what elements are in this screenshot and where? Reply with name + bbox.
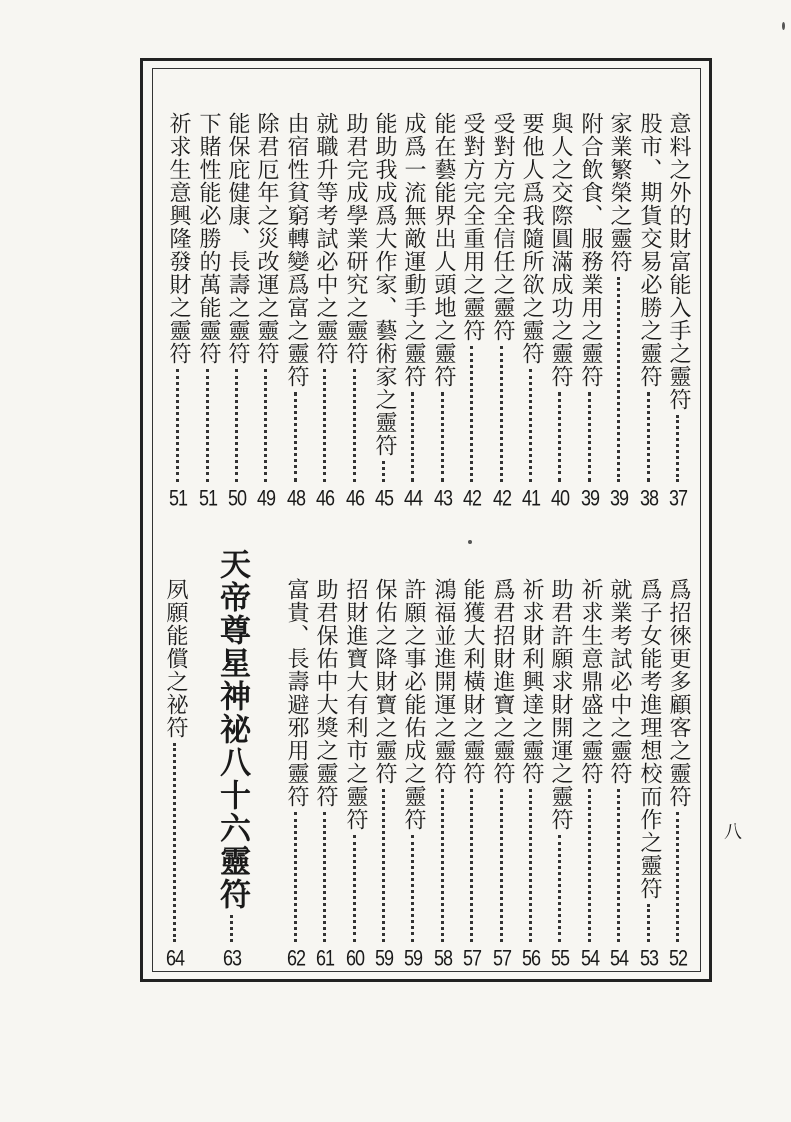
leader-dots xyxy=(500,346,526,482)
leader-dots xyxy=(230,915,256,942)
entry-title: 保佑之降財寶之靈符 xyxy=(372,578,397,785)
entry-page-number: 57 xyxy=(462,945,482,971)
leader-dots xyxy=(441,789,467,942)
entry-title: 爲君招財進寶之靈符 xyxy=(490,578,515,785)
entry-page-number: 64 xyxy=(165,945,185,971)
entry-page-number: 39 xyxy=(580,485,600,511)
leader-dots xyxy=(500,789,526,942)
entry-title: 許願之事必能佑成之靈符 xyxy=(401,578,426,831)
entry-title: 附合飲食、服務業用之靈符 xyxy=(578,112,603,388)
leader-dots xyxy=(411,392,437,482)
leader-dots xyxy=(441,392,467,482)
entry-title: 能在藝能界出人頭地之靈符 xyxy=(431,112,456,388)
entry-title: 與人之交際圓滿成功之靈符 xyxy=(548,112,573,388)
entry-title: 除君厄年之災改運之靈符 xyxy=(254,112,279,365)
leader-dots xyxy=(588,789,614,942)
leader-dots xyxy=(529,789,555,942)
entry-title: 招財進寶大有利市之靈符 xyxy=(343,578,368,831)
section-title: 天帝尊星神祕八十六靈符 xyxy=(214,548,250,911)
entry-title: 下賭性能必勝的萬能靈符 xyxy=(196,112,221,365)
entry-title: 受對方完全重用之靈符 xyxy=(460,112,485,342)
entry-title: 助君保佑中大獎之靈符 xyxy=(313,578,338,808)
leader-dots xyxy=(176,369,202,482)
entry-title: 祈求生意鼎盛之靈符 xyxy=(578,578,603,785)
leader-dots xyxy=(470,346,496,482)
entry-title: 股市、期貨交易必勝之靈符 xyxy=(637,112,662,388)
entry-page-number: 51 xyxy=(198,485,218,511)
entry-title: 能獲大利橫財之靈符 xyxy=(460,578,485,785)
entry-page-number: 52 xyxy=(668,945,688,971)
entry-page-number: 49 xyxy=(256,485,276,511)
entry-title: 受對方完全信任之靈符 xyxy=(490,112,515,342)
entry-page-number: 54 xyxy=(580,945,600,971)
entry-title: 要他人爲我隨所欲之靈符 xyxy=(519,112,544,365)
entry-page-number: 54 xyxy=(609,945,629,971)
entry-title: 富貴、長壽避邪用靈符 xyxy=(284,578,309,808)
entry-page-number: 59 xyxy=(403,945,423,971)
leader-dots xyxy=(323,812,349,942)
entry-title: 助君許願求財開運之靈符 xyxy=(548,578,573,831)
leader-dots xyxy=(173,743,199,942)
leader-dots xyxy=(588,392,614,482)
entry-title: 祈求生意興隆發財之靈符 xyxy=(166,112,191,365)
entry-page-number: 39 xyxy=(609,485,629,511)
entry-title: 家業繁榮之靈符 xyxy=(607,112,632,273)
entry-page-number: 56 xyxy=(521,945,541,971)
entry-page-number: 48 xyxy=(286,485,306,511)
entry-page-number: 58 xyxy=(433,945,453,971)
entry-page-number: 37 xyxy=(668,485,688,511)
leader-dots xyxy=(617,277,643,482)
page-number-mark: 八 xyxy=(721,822,742,840)
entry-title: 就業考試必中之靈符 xyxy=(607,578,632,785)
entry-title: 能保庇健康、長壽之靈符 xyxy=(225,112,250,365)
entry-title: 由宿性貧窮轉變爲富之靈符 xyxy=(284,112,309,388)
entry-page-number: 41 xyxy=(521,485,541,511)
entry-title: 爲招徠更多顧客之靈符 xyxy=(666,578,691,808)
leader-dots xyxy=(617,789,643,942)
entry-page-number: 38 xyxy=(639,485,659,511)
entry-page-number: 55 xyxy=(550,945,570,971)
entry-page-number: 62 xyxy=(286,945,306,971)
entry-title: 能助我成爲大作家、藝術家之靈符 xyxy=(372,112,397,457)
leader-dots xyxy=(647,904,673,942)
leader-dots xyxy=(206,369,232,482)
entry-page-number: 40 xyxy=(550,485,570,511)
leader-dots xyxy=(294,392,320,482)
entry-page-number: 57 xyxy=(492,945,512,971)
entry-title: 鴻福並進開運之靈符 xyxy=(431,578,456,785)
entry-page-number: 44 xyxy=(403,485,423,511)
leader-dots xyxy=(323,369,349,482)
leader-dots xyxy=(647,392,673,482)
entry-page-number: 61 xyxy=(315,945,335,971)
entry-title: 意料之外的財富能入手之靈符 xyxy=(666,112,691,411)
entry-title: 祈求財利興達之靈符 xyxy=(519,578,544,785)
entry-page-number: 53 xyxy=(639,945,659,971)
entry-page-number: 60 xyxy=(345,945,365,971)
scan-speck xyxy=(468,540,472,544)
leader-dots xyxy=(382,461,408,482)
entry-page-number: 42 xyxy=(492,485,512,511)
leader-dots xyxy=(353,369,379,482)
entry-page-number: 59 xyxy=(374,945,394,971)
leader-dots xyxy=(676,415,702,482)
leader-dots xyxy=(558,392,584,482)
entry-page-number: 45 xyxy=(374,485,394,511)
leader-dots xyxy=(264,369,290,482)
entry-title: 成爲一流無敵運動手之靈符 xyxy=(401,112,426,388)
leader-dots xyxy=(382,789,408,942)
entry-page-number: 46 xyxy=(315,485,335,511)
leader-dots xyxy=(558,835,584,942)
entry-page-number: 46 xyxy=(345,485,365,511)
leader-dots xyxy=(294,812,320,942)
leader-dots xyxy=(235,369,261,482)
leader-dots xyxy=(529,369,555,482)
entry-title: 助君完成學業研究之靈符 xyxy=(343,112,368,365)
leader-dots xyxy=(470,789,496,942)
leader-dots xyxy=(411,835,437,942)
scan-speck xyxy=(782,22,785,30)
entry-page-number: 63 xyxy=(222,945,242,971)
entry-title: 夙願能償之祕符 xyxy=(163,578,188,739)
leader-dots xyxy=(353,835,379,942)
leader-dots xyxy=(676,812,702,942)
entry-page-number: 42 xyxy=(462,485,482,511)
entry-title: 就職升等考試必中之靈符 xyxy=(313,112,338,365)
entry-title: 爲子女能考進理想校而作之靈符 xyxy=(637,578,662,900)
entry-page-number: 50 xyxy=(227,485,247,511)
entry-page-number: 51 xyxy=(168,485,188,511)
entry-page-number: 43 xyxy=(433,485,453,511)
